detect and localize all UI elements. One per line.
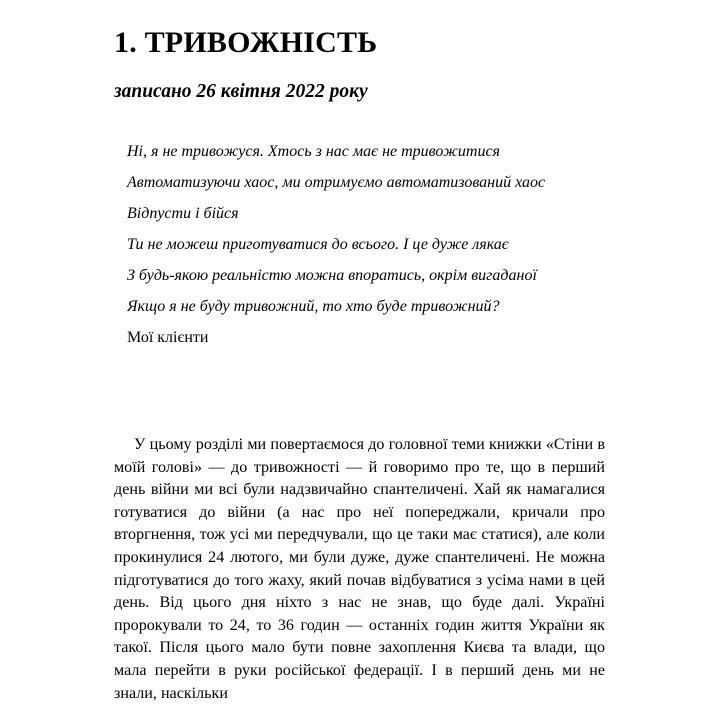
body-paragraph: У цьому розділі ми повертаємося до головної теми книжки «Стіни в моїй голові» — до тривожності — й говоримо про те, що в перший день війни ми всі були надзвичайно спантеличені. Хай як намагалися готуватися до війни (а нас про неї попереджали, кричали про вторгнення, тож усі ми передчували, що це таки має статися), але коли прокинулися 24 лютого, ми були дуже, дуже спантеличені. Не можна підготуватися до того жаху, який почав відбуватися з усіма нами в цей день. Від цього дня ніхто з нас не знав, що буде далі. Україні пророкували то 24, то 36 годин — останніх годин життя України як такої. Після цього мало бути повне захоплення Києва та влади, що мала перейти в руки російської федерації. І в перший день ми не знали, наскільки [114, 436, 605, 702]
epigraph-block [127, 141, 605, 349]
body-text [114, 434, 605, 705]
chapter-date-line: записано 26 квітня 2022 року [114, 81, 368, 102]
epigraph-attribution: Мої клієнти [127, 329, 209, 346]
epigraph-line: Якщо я не буду тривожний, то хто буде тривожний? [127, 298, 500, 315]
epigraph-line: Автоматизуючи хаос, ми отримуємо автоматизований хаос [127, 174, 546, 191]
chapter-title: 1. ТРИВОЖНІСТЬ [114, 26, 378, 60]
epigraph-line: Ні, я не тривожуся. Хтось з нас має не тривожитися [127, 143, 500, 160]
epigraph-line: Ти не можеш приготуватися до всього. І це дуже лякає [127, 236, 509, 253]
epigraph-line: Відпусти і бійся [127, 205, 239, 222]
epigraph-line: З будь-якою реальністю можна впоратись, окрім вигаданої [127, 267, 537, 284]
